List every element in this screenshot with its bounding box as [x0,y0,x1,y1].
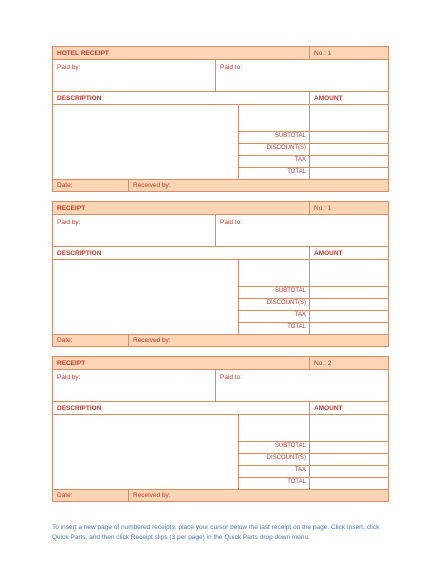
receipt-footer [53,489,388,501]
line-items-area[interactable] [53,260,388,334]
receipt-number: No.: 1 [314,50,332,57]
amount-header-cell [309,247,388,259]
receipt-number-cell[interactable] [309,202,388,214]
discount-label: DISCOUNT(S) [266,455,306,461]
amount-label: AMOUNT [314,95,343,102]
row-divider [238,477,388,478]
tax-label: TAX [294,467,306,473]
line-items-area[interactable] [53,415,388,489]
description-label: DESCRIPTION [57,405,102,412]
receipt-title: RECEIPT [57,205,86,212]
paid-row [53,370,388,402]
row-divider [238,155,388,156]
receipt-number-cell[interactable] [309,47,388,59]
paid-to-cell[interactable] [215,60,388,91]
discount-label: DISCOUNT(S) [266,145,306,151]
subtotal-label: SUBTOTAL [274,288,306,294]
date-label: Date: [57,492,73,499]
receipt-1 [52,46,389,192]
row-divider [238,465,388,466]
line-items-area[interactable] [53,105,388,179]
date-label: Date: [57,337,73,344]
paid-to-cell[interactable] [215,215,388,246]
receipt-title: HOTEL RECEIPT [57,50,109,57]
row-divider [238,298,388,299]
row-divider [238,131,388,132]
row-divider [238,322,388,323]
paid-row [53,60,388,92]
received-by-cell[interactable] [128,335,388,346]
row-divider [238,453,388,454]
tax-label: TAX [294,157,306,163]
receipt-header [53,357,388,370]
receipt-number: No.: 1 [314,205,332,212]
received-by-label: Received by: [133,182,171,189]
received-by-cell[interactable] [128,490,388,501]
paid-to-label: Paid to: [220,64,243,71]
description-header-row [53,402,388,415]
receipt-number-cell[interactable] [309,357,388,369]
description-label: DESCRIPTION [57,95,102,102]
receipt-2 [52,201,389,347]
total-label: TOTAL [287,169,306,175]
receipt-3 [52,356,389,502]
row-divider [238,310,388,311]
total-label: TOTAL [287,479,306,485]
receipt-title: RECEIPT [57,360,86,367]
received-by-label: Received by: [133,337,171,344]
amount-label: AMOUNT [314,405,343,412]
discount-label: DISCOUNT(S) [266,300,306,306]
description-header-row [53,92,388,105]
tax-label: TAX [294,312,306,318]
description-header-row [53,247,388,260]
row-divider [238,143,388,144]
received-by-label: Received by: [133,492,171,499]
row-divider [238,441,388,442]
paid-by-label: Paid by: [57,64,81,71]
instructions-text: To insert a new page of numbered receipts, place your cursor below the last receipt on the page. Click Insert, click Quick Parts, and then click Receipt slips (3 per page) in the Quick Parts drop down menu. [52,524,380,541]
paid-to-label: Paid to: [220,374,243,381]
received-by-cell[interactable] [128,180,388,191]
paid-to-label: Paid to: [220,219,243,226]
paid-row [53,215,388,247]
date-label: Date: [57,182,73,189]
amount-header-cell [309,92,388,104]
paid-by-label: Paid by: [57,219,81,226]
subtotal-label: SUBTOTAL [274,133,306,139]
receipt-header [53,202,388,215]
receipt-footer [53,334,388,346]
amount-header-cell [309,402,388,414]
receipt-number: No.: 2 [314,360,332,367]
total-label: TOTAL [287,324,306,330]
receipt-footer [53,179,388,191]
description-label: DESCRIPTION [57,250,102,257]
subtotal-label: SUBTOTAL [274,443,306,449]
receipt-header [53,47,388,60]
paid-by-label: Paid by: [57,374,81,381]
amount-label: AMOUNT [314,250,343,257]
row-divider [238,286,388,287]
paid-to-cell[interactable] [215,370,388,401]
row-divider [238,167,388,168]
